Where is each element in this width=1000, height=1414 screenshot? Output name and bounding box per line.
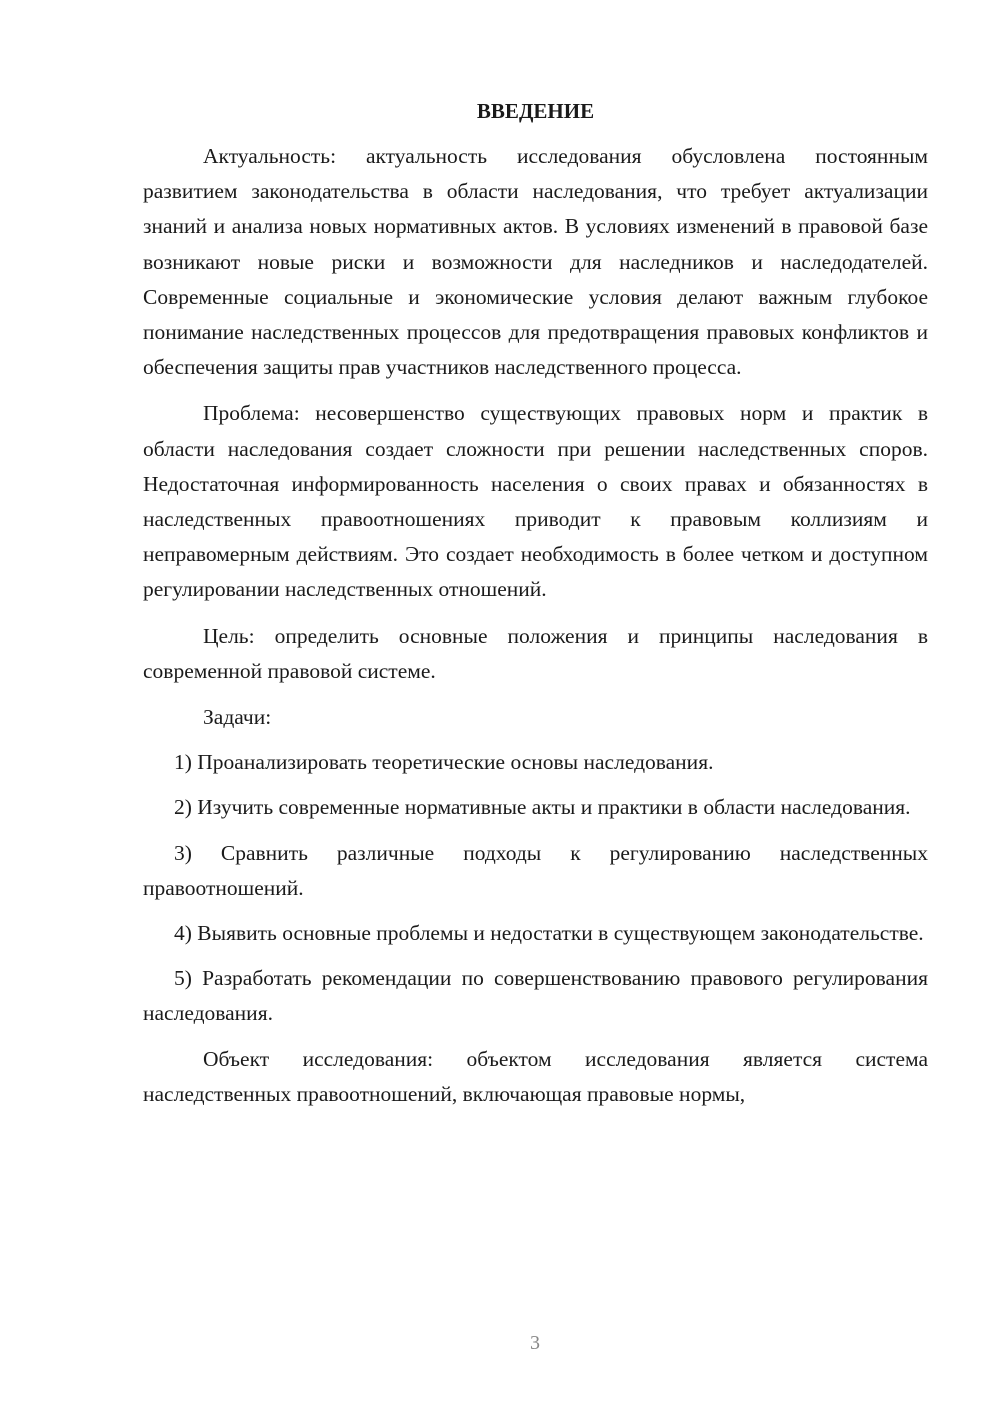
page-number: 3	[530, 1332, 540, 1354]
task-item-4: 4) Выявить основные проблемы и недостатки в существующем законодательстве.	[174, 921, 924, 946]
tasks-label: Задачи:	[203, 705, 272, 730]
document-page	[143, 95, 928, 1112]
section-heading: ВВЕДЕНИЕ	[476, 99, 595, 123]
task-item-5: 5) Разработать рекомендации по совершенствованию правового регулирования наследования.	[143, 966, 928, 1026]
problem-paragraph: Проблема: несовершенство существующих правовых норм и практик в области наследования создает сложности при решении наследственных споров. Недостаточная информированность населения о своих правах и обязанностях в наследственных правоотношениях приводит к правовым коллизиям и неправомерным действиям. Это создает необходимость в более четком и доступном регулировании наследственных отношений.	[143, 401, 928, 602]
goal-paragraph: Цель: определить основные положения и принципы наследования в современной правовой системе.	[143, 623, 928, 683]
relevance-paragraph: Актуальность: актуальность исследования обусловлена постоянным развитием законодательства в области наследования, что требует актуализации знаний и анализа новых нормативных актов. В условиях изменений в правовой базе возникают новые риски и возможности для наследников и наследодателей. Современные социальные и экономические условия делают важным глубокое понимание наследственных процессов для предотвращения правовых конфликтов и обеспечения защиты прав участников наследственного процесса.	[143, 144, 928, 380]
task-item-1: 1) Проанализировать теоретические основы наследования.	[174, 750, 714, 775]
object-paragraph: Объект исследования: объектом исследования является система наследственных правоотношений, включающая правовые нормы,	[143, 1046, 928, 1106]
task-item-2: 2) Изучить современные нормативные акты и практики в области наследования.	[174, 795, 911, 820]
task-item-3: 3) Сравнить различные подходы к регулированию наследственных правоотношений.	[143, 840, 928, 900]
